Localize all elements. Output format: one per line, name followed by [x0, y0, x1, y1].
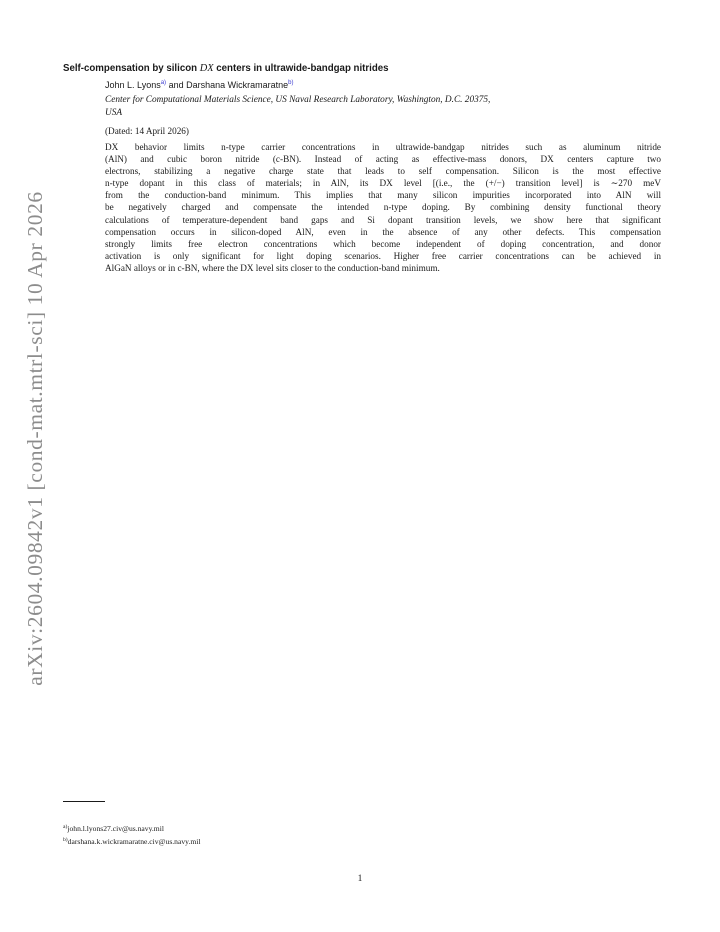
footnote-ref-b[interactable]: b) [288, 80, 294, 86]
affiliation-line-1: Center for Computational Materials Science, US Naval Research Laboratory, Washington, D.C. 20375, [105, 95, 491, 105]
paper-title [63, 63, 389, 74]
author-name-wickramaratne: Darshana Wickramaratne [186, 80, 289, 90]
footnote-mark-b: b) [63, 837, 68, 843]
abstract [105, 141, 661, 274]
footnote-divider [63, 801, 105, 802]
footnote-email-lyons[interactable]: john.l.lyons27.civ@us.navy.mil [67, 824, 164, 833]
abstract-line: electrons, stabilizing a negative charge state that leads to self compensation. Silicon is the most effective [105, 166, 661, 177]
abstract-line: compensation occurs in silicon-doped AlN, even in the absence of any other defects. This compensation [105, 226, 661, 237]
abstract-line: (AlN) and cubic boron nitride (c-BN). Instead of acting as effective-mass donors, DX centers capture two [105, 154, 661, 165]
abstract-line: be negatively charged and compensate the intended n-type doping. By combining density functional theory [105, 202, 661, 213]
author-name-lyons: John L. Lyons [105, 80, 161, 90]
footnote-ref-a[interactable]: a) [160, 80, 167, 86]
abstract-line: DX behavior limits n-type carrier concentrations in ultrawide-bandgap nitrides such as aluminum nitride [105, 142, 661, 152]
footnote-b [63, 837, 200, 846]
abstract-line: n-type dopant in this class of materials; in AlN, its DX level [(i.e., the (+/−) transition level] is ∼270 meV [105, 178, 661, 189]
abstract-line: strongly limits free electron concentrations which become independent of doping concentration, and donor [105, 238, 661, 249]
title-math-dx: DX [199, 63, 214, 74]
author-list [105, 80, 293, 90]
footnote-mark-a: a) [63, 824, 68, 830]
author-conjunction: and [166, 80, 187, 90]
dated-line: (Dated: 14 April 2026) [105, 126, 189, 136]
arxiv-identifier-stamp [10, 190, 60, 686]
footnote-email-wickramaratne[interactable]: darshana.k.wickramaratne.civ@us.navy.mil [67, 837, 201, 846]
arxiv-identifier-text: arXiv:2604.09842v1 [cond-mat.mtrl-sci] 10 Apr 2026 [22, 190, 47, 686]
abstract-line: activation is only significant for light doping scenarios. Higher free carrier concentrations can be achieved in [105, 250, 661, 261]
page-number: 1 [357, 874, 363, 884]
abstract-line: from the conduction-band minimum. This implies that many silicon impurities incorporated into AlN will [105, 190, 661, 201]
affiliation [105, 94, 665, 119]
title-prefix: Self-compensation by silicon [63, 63, 200, 74]
title-suffix: centers in ultrawide-bandgap nitrides [213, 63, 389, 74]
abstract-line: AlGaN alloys or in c-BN, where the DX level sits closer to the conduction-band minimum. [105, 262, 440, 273]
abstract-line: calculations of temperature-dependent band gaps and Si dopant transition levels, we show here that significant [105, 214, 661, 225]
affiliation-line-2: USA [105, 107, 123, 118]
footnote-a [63, 824, 164, 833]
